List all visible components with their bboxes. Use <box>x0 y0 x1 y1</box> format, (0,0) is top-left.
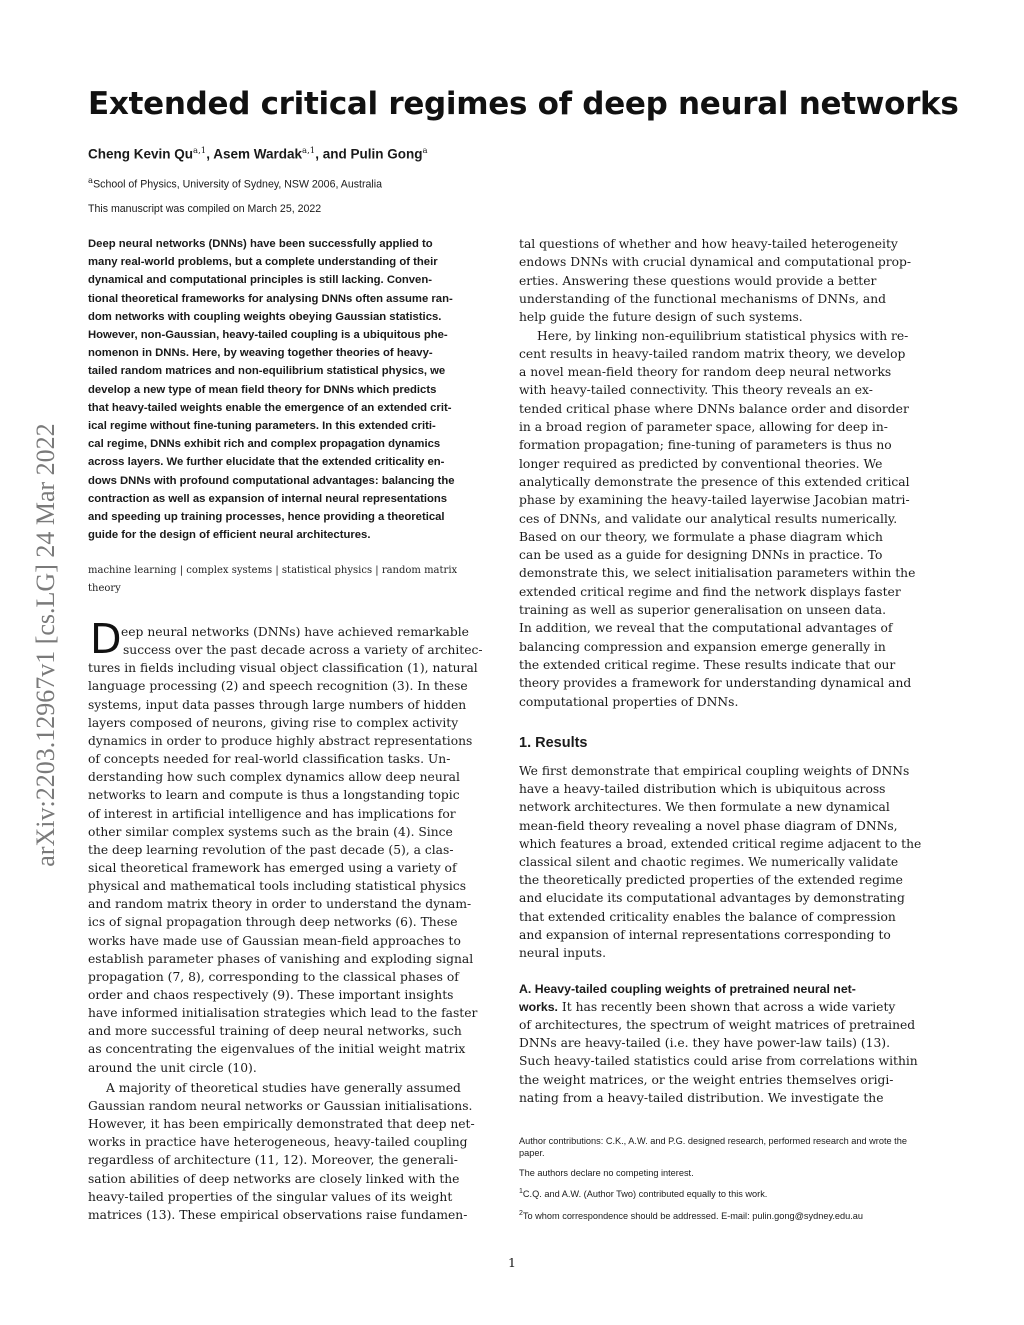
drop-cap: D <box>90 615 122 663</box>
body-line: and random matrix theory in order to understand the dynam- <box>88 897 472 912</box>
body-line: A majority of theoretical studies have generally assumed <box>106 1080 461 1095</box>
abstract-line: tional theoretical frameworks for analysing DNNs often assume ran- <box>88 292 453 305</box>
body-line: as concentrating the eigenvalues of the initial weight matrix <box>88 1042 466 1057</box>
body-line: layers composed of neurons, giving rise to complex activity <box>88 715 459 730</box>
body-line: Here, by linking non-equilibrium statistical physics with re- <box>537 328 909 343</box>
subsection-line <box>519 1000 895 1014</box>
affiliation <box>88 176 382 191</box>
body-line: language processing (2) and speech recognition (3). In these <box>88 679 468 694</box>
body-line: endows DNNs with crucial dynamical and computational prop- <box>519 255 912 270</box>
abstract-line: tailed random matrices and non-equilibrium statistical physics, we <box>88 365 446 378</box>
body-line: propagation (7, 8), corresponding to the classical phases of <box>88 969 459 984</box>
abstract-line: guide for the design of efficient neural architectures. <box>88 529 371 542</box>
body-line: DNNs are heavy-tailed (i.e. they have power-law tails) (13). <box>519 1036 890 1051</box>
footnote-contributions-cont: paper. <box>519 1148 545 1158</box>
body-line: that extended criticality enables the balance of compression <box>519 909 896 924</box>
body-line: However, it has been empirically demonstrated that deep net- <box>88 1117 475 1132</box>
body-line: establish parameter phases of vanishing and exploding signal <box>88 951 474 966</box>
body-line: eep neural networks (DNNs) have achieved remarkable <box>121 625 469 639</box>
body-line: can be used as a guide for designing DNNs in practice. To <box>519 548 883 563</box>
body-line: We first demonstrate that empirical coupling weights of DNNs <box>519 764 910 778</box>
body-line: balancing compression and expansion emerge generally in <box>519 639 886 654</box>
author-affiliation-mark: a,1 <box>193 146 207 156</box>
body-line: formation propagation; fine-tuning of parameters is thus no <box>519 438 892 453</box>
footnote-competing: The authors declare no competing interest. <box>519 1168 694 1178</box>
body-line: and elucidate its computational advantages by demonstrating <box>519 891 905 906</box>
body-line: sation abilities of deep networks are closely linked with the <box>88 1171 460 1186</box>
body-line: erties. Answering these questions would provide a better <box>519 273 877 288</box>
body-line: which features a broad, extended critical regime adjacent to the <box>519 836 922 851</box>
author-affiliation-mark: a,1 <box>302 146 316 156</box>
footnote-1 <box>519 1188 767 1199</box>
abstract-line: ical regime without fine-tuning parameters. In this extended criti- <box>88 420 436 432</box>
body-line: nating from a heavy-tailed distribution. We investigate the <box>519 1090 884 1105</box>
body-line: Based on our theory, we formulate a phase diagram which <box>519 529 883 544</box>
keyword-line: theory <box>88 582 121 594</box>
body-line: networks to learn and compute is thus a longstanding topic <box>88 788 460 803</box>
body-line: ces of DNNs, and validate our analytical results numerically. <box>519 511 898 526</box>
body-line: of interest in artificial intelligence and has implications for <box>88 806 456 821</box>
body-line: systems, input data passes through large numbers of hidden <box>88 697 467 712</box>
body-line: ics of signal propagation through deep networks (6). These <box>88 915 458 930</box>
body-line: in a broad region of parameter space, allowing for deep in- <box>519 420 888 434</box>
author-affiliation-mark: a <box>422 146 428 156</box>
body-line: extended critical regime and find the network displays faster <box>519 584 901 599</box>
body-line: matrices (13). These empirical observations raise fundamen- <box>88 1207 468 1222</box>
body-line: tures in fields including visual object classification (1), natural <box>88 661 478 676</box>
body-line: regardless of architecture (11, 12). Moreover, the generali- <box>88 1153 458 1168</box>
body-line: with heavy-tailed connectivity. This theory reveals an ex- <box>519 383 873 398</box>
body-line: tended critical phase where DNNs balance order and disorder <box>519 401 909 416</box>
body-line: derstanding how such complex dynamics allow deep neural <box>88 770 460 785</box>
body-line: a novel mean-field theory for random deep neural networks <box>519 365 892 380</box>
body-line: analytically demonstrate the presence of this extended critical <box>519 474 910 489</box>
body-line: works in practice have heterogeneous, heavy-tailed coupling <box>88 1135 468 1150</box>
body-line: mean-field theory revealing a novel phase diagram of DNNs, <box>519 818 898 833</box>
abstract-line: and speeding up training processes, hence providing a theoretical <box>88 511 445 523</box>
author-separator: , and <box>315 146 351 162</box>
body-line: longer required as predicted by conventional theories. We <box>519 456 883 471</box>
body-line: computational properties of DNNs. <box>519 694 739 709</box>
body-line: training as well as superior generalisation on unseen data. <box>519 603 887 617</box>
page-number: 1 <box>508 1255 516 1270</box>
keyword-line: machine learning | complex systems | statistical physics | random matrix <box>88 565 458 576</box>
body-line: have a heavy-tailed distribution which is ubiquitous across <box>519 782 886 797</box>
body-line: around the unit circle (10). <box>88 1060 257 1075</box>
author-name: Cheng Kevin Qu <box>88 146 194 162</box>
compiled-date: This manuscript was compiled on March 25, 2022 <box>88 203 322 215</box>
body-line: Such heavy-tailed statistics could arise from correlations within <box>519 1054 918 1069</box>
author-list: Cheng Kevin Qu$^{a,1}$, Asem Wardak$^{a,1}$, and Pulin Gong$^a$ <box>88 146 428 162</box>
body-line: phase by examining the heavy-tailed layerwise Jacobian matri- <box>519 493 910 508</box>
body-line: theory provides a framework for understanding dynamical and <box>519 676 912 691</box>
body-line: works have made use of Gaussian mean-field approaches to <box>88 933 461 948</box>
body-line: the theoretically predicted properties of the extended regime <box>519 873 903 888</box>
arxiv-stamp: arXiv:2203.12967v1 [cs.LG] 24 Mar 2022 <box>31 423 60 867</box>
body-line: physical and mathematical tools including statistical physics <box>88 879 467 894</box>
body-line: help guide the future design of such systems. <box>519 310 803 325</box>
abstract-line: dows DNNs with profound computational advantages: balancing the <box>88 474 455 487</box>
body-line: In addition, we reveal that the computational advantages of <box>519 621 893 636</box>
body-line: and expansion of internal representations corresponding to <box>519 927 891 942</box>
footnote-mark: 2 <box>519 1210 523 1217</box>
abstract-line: across layers. We further elucidate that the extended criticality en- <box>88 456 445 469</box>
body-line: of architectures, the spectrum of weight matrices of pretrained <box>519 1018 916 1032</box>
author-name: Pulin Gong <box>350 146 423 162</box>
section-heading-results: 1. Results <box>519 735 588 751</box>
subsection-heading: A. Heavy-tailed coupling weights of pretrained neural net- <box>519 982 856 996</box>
abstract-line: However, non-Gaussian, heavy-tailed coupling is a ubiquitous phe- <box>88 329 448 341</box>
subsection-line-text: It has recently been shown that across a wide variety <box>557 1000 896 1014</box>
paper-title: Extended critical regimes of deep neural networks <box>88 86 959 122</box>
subsection-heading-end: works. <box>519 1000 558 1014</box>
body-line: order and chaos respectively (9). These important insights <box>88 988 454 1002</box>
abstract-line: many real-world problems, but a complete understanding of their <box>88 256 438 269</box>
body-line: neural inputs. <box>519 946 606 960</box>
body-line: and more successful training of deep neural networks, such <box>88 1024 462 1039</box>
body-line: success over the past decade across a variety of architec- <box>123 643 483 658</box>
body-line: classical silent and chaotic regimes. We numerically validate <box>519 855 899 869</box>
author-name: Asem Wardak <box>213 146 303 162</box>
abstract-line: that heavy-tailed weights enable the emergence of an extended crit- <box>88 401 452 414</box>
abstract-line: Deep neural networks (DNNs) have been successfully applied to <box>88 238 433 250</box>
abstract-line: cal regime, DNNs exhibit rich and complex propagation dynamics <box>88 438 441 451</box>
body-line: understanding of the functional mechanisms of DNNs, and <box>519 291 887 306</box>
body-line: cent results in heavy-tailed random matrix theory, we develop <box>519 346 906 361</box>
body-line: Gaussian random neural networks or Gaussian initialisations. <box>88 1098 473 1113</box>
affiliation-mark: a <box>88 176 94 186</box>
footnote-text: To whom correspondence should be addressed. E-mail: pulin.gong@sydney.edu.au <box>522 1211 864 1222</box>
body-line: tal questions of whether and how heavy-tailed heterogeneity <box>519 237 898 251</box>
body-line: other similar complex systems such as the brain (4). Since <box>88 824 453 839</box>
footnote-2 <box>519 1210 863 1221</box>
body-line: have informed initialisation strategies which lead to the faster <box>88 1006 478 1021</box>
body-line: heavy-tailed properties of the singular values of its weight <box>88 1189 453 1204</box>
abstract-line: dynamical and computational principles is still lacking. Conven- <box>88 274 433 287</box>
body-line: dynamics in order to produce highly abstract representations <box>88 733 473 748</box>
footnote-contributions: Author contributions: C.K., A.W. and P.G. designed research, performed research and wrote the <box>519 1136 907 1146</box>
abstract-line: contraction as well as expansion of internal neural representations <box>88 492 448 505</box>
abstract-line: develop a new type of mean field theory for DNNs which predicts <box>88 383 437 396</box>
footnote-mark: 1 <box>519 1188 523 1195</box>
body-line: the deep learning revolution of the past decade (5), a clas- <box>88 842 454 857</box>
body-line: of concepts needed for real-world classification tasks. Un- <box>88 752 451 767</box>
affiliation-text: School of Physics, University of Sydney, NSW 2006, Australia <box>93 178 382 191</box>
body-line: demonstrate this, we select initialisation parameters within the <box>519 566 916 581</box>
body-line: the extended critical regime. These results indicate that our <box>519 657 896 672</box>
body-line: the weight matrices, or the weight entries themselves origi- <box>519 1072 894 1087</box>
body-line: sical theoretical framework has emerged using a variety of <box>88 860 457 875</box>
footnote-text: C.Q. and A.W. (Author Two) contributed equally to this work. <box>522 1189 768 1200</box>
abstract-line: dom networks with coupling weights obeying Gaussian statistics. <box>88 310 442 323</box>
abstract-line: nomenon in DNNs. Here, by weaving together theories of heavy- <box>88 347 433 360</box>
body-line: network architectures. We then formulate a new dynamical <box>519 800 890 815</box>
